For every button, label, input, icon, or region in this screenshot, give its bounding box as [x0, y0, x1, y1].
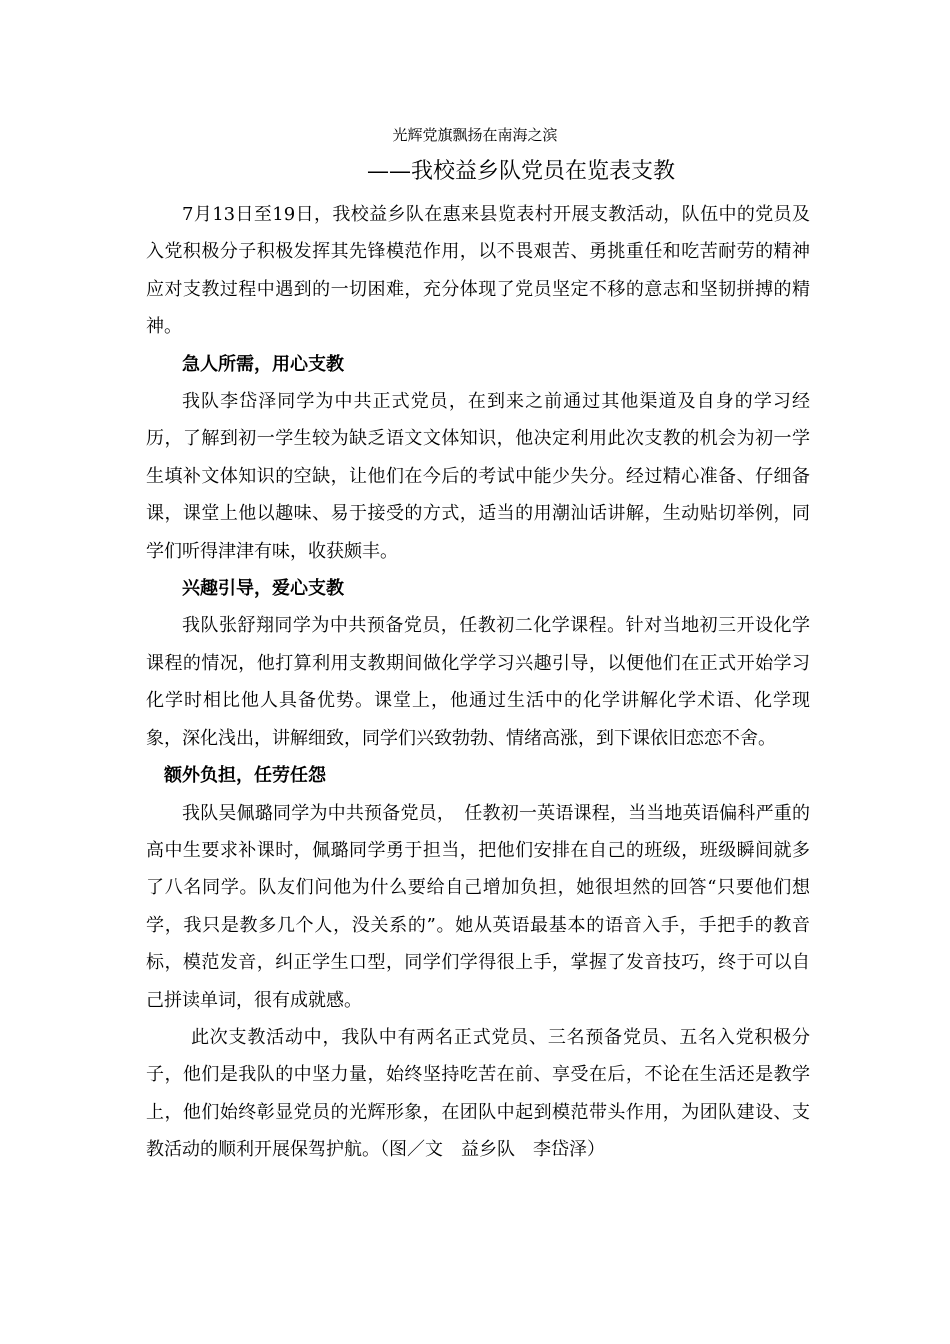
section-paragraph-2: 我队张舒翔同学为中共预备党员，任教初二化学课程。针对当地初三开设化学课程的情况，他打算利用支教期间做化学学习兴趣引导，以便他们在正式开始学习化学时相比他人具备优势。课堂上，他通过生活中的化学讲解化学术语、化学现象，深化浅出，讲解细致，同学们兴致勃勃、情绪高涨，到下课依旧恋恋不舍。	[146, 615, 810, 749]
section-heading-2: 兴趣引导，爱心支教	[182, 578, 344, 600]
article-body	[146, 196, 810, 1169]
section-heading-3: 额外负担，任劳任怨	[164, 765, 326, 787]
article-title: 光辉党旗飘扬在南海之滨	[392, 126, 558, 144]
section-heading-1: 急人所需，用心支教	[182, 353, 344, 375]
section-paragraph-1: 我队李岱泽同学为中共正式党员，在到来之前通过其他渠道及自身的学习经历，了解到初一学生较为缺乏语文文体知识，他决定利用此次支教的机会为初一学生填补文体知识的空缺，让他们在今后的考试中能少失分。经过精心准备、仔细备课，课堂上他以趣味、易于接受的方式，适当的用潮汕话讲解，生动贴切举例，同学们听得津津有味，收获颇丰。	[146, 391, 810, 562]
article-subtitle: ——我校益乡队党员在览表支教	[367, 159, 676, 184]
section-paragraph-3: 我队吴佩璐同学为中共预备党员， 任教初一英语课程，当当地英语偏科严重的高中生要求补课时，佩璐同学勇于担当，把他们安排在自己的班级，班级瞬间就多了八名同学。队友们问他为什么要给自己增加负担，她很坦然的回答“只要他们想学，我只是教多几个人，没关系的”。她从英语最基本的语音入手，手把手的教音标，模范发音，纠正学生口型，同学们学得很上手，掌握了发音技巧，终于可以自己拼读单词，很有成就感。	[146, 802, 810, 1011]
closing-paragraph: 此次支教活动中，我队中有两名正式党员、三名预备党员、五名入党积极分子，他们是我队的中坚力量，始终坚持吃苦在前、享受在后，不论在生活还是教学上，他们始终彰显党员的光辉形象，在团队中起到模范带头作用，为团队建设、支教活动的顺利开展保驾护航。（图／文 益乡队 李岱泽）	[146, 1026, 810, 1161]
intro-paragraph: 7月13日至19日，我校益乡队在惠来县览表村开展支教活动，队伍中的党员及入党积极分子积极发挥其先锋模范作用，以不畏艰苦、勇挑重任和吃苦耐劳的精神应对支教过程中遇到的一切困难，充分体现了党员坚定不移的意志和坚韧拼搏的精神。	[146, 204, 810, 338]
